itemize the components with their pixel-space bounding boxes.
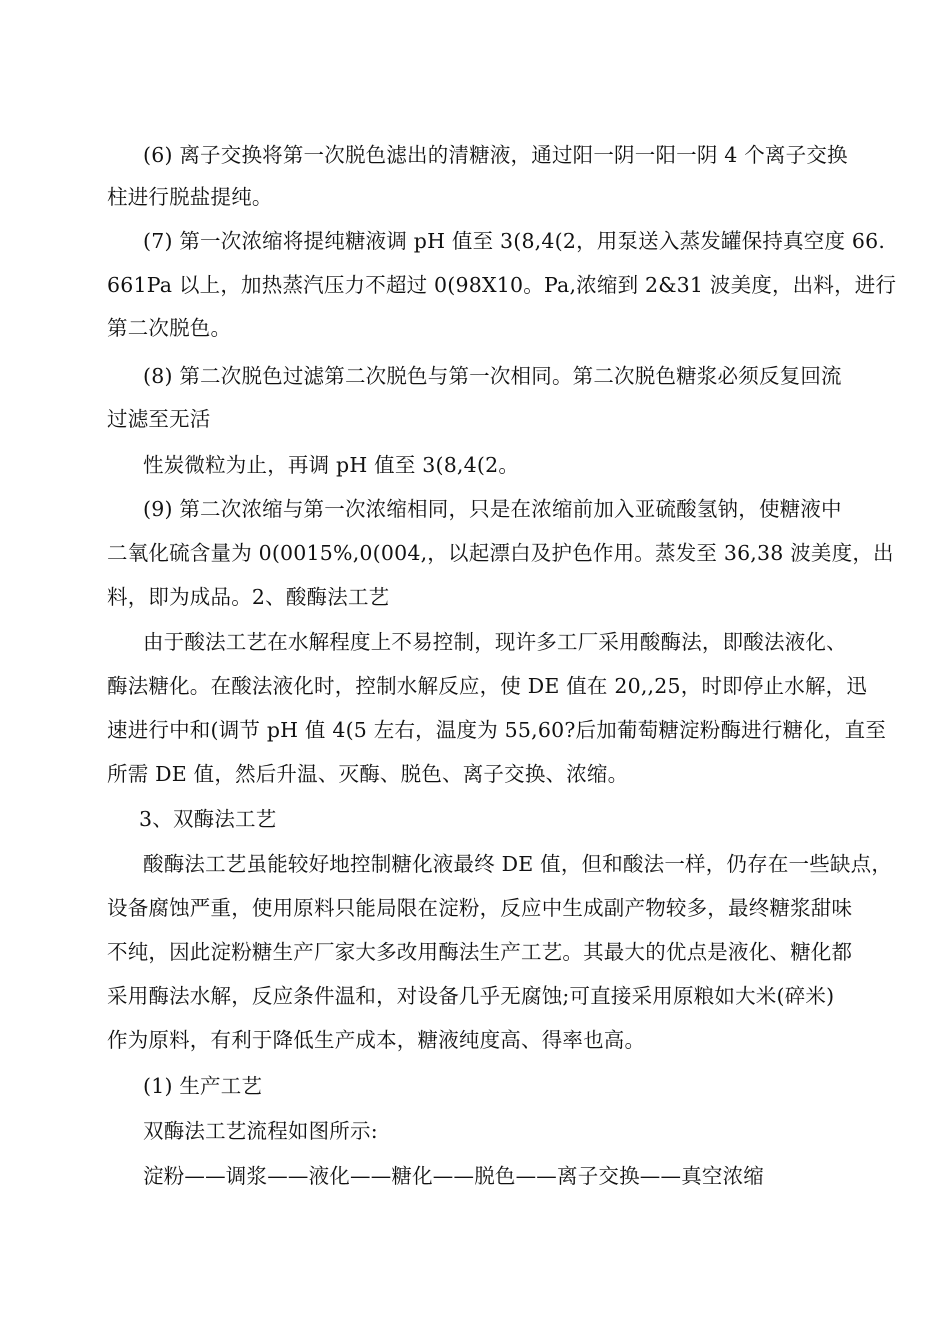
text-line: 不纯，因此淀粉糖生产厂家大多改用酶法生产工艺。其最大的优点是液化、糖化都 (107, 940, 853, 964)
text-line: 料，即为成品。2、酸酶法工艺 (107, 585, 390, 609)
text-line: (9) 第二次浓缩与第一次浓缩相同，只是在浓缩前加入亚硫酸氢钠，使糖液中 (143, 497, 842, 521)
text-line: (6) 离子交换将第一次脱色滤出的清糖液，通过阳一阴一阳一阴 4 个离子交换 (143, 143, 848, 167)
text-line: 双酶法工艺流程如图所示: (143, 1119, 378, 1143)
text-line: 作为原料，有利于降低生产成本，糖液纯度高、得率也高。 (107, 1028, 646, 1052)
subsection-heading: (1) 生产工艺 (143, 1074, 263, 1098)
text-line: 柱进行脱盐提纯。 (107, 185, 273, 209)
text-line: 速进行中和(调节 pH 值 4(5 左右，温度为 55,60?后加葡萄糖淀粉酶进行糖化，直至 (107, 718, 887, 742)
text-line: (8) 第二次脱色过滤第二次脱色与第一次相同。第二次脱色糖浆必须反复回流 (143, 364, 842, 388)
text-line: (7) 第一次浓缩将提纯糖液调 pH 值至 3(8,4(2，用泵送入蒸发罐保持真空度 66. (143, 229, 886, 253)
text-line: 过滤至无活 (107, 407, 211, 431)
text-line: 第二次脱色。 (107, 316, 232, 340)
text-line: 酶法糖化。在酸法液化时，控制水解反应，使 DE 值在 20,,25，时即停止水解，迅 (107, 674, 868, 698)
text-line: 性炭微粒为止，再调 pH 值至 3(8,4(2。 (143, 453, 520, 477)
text-line: 采用酶法水解，反应条件温和，对设备几乎无腐蚀;可直接采用原粮如大米(碎米) (107, 984, 835, 1008)
text-line: 661Pa 以上，加热蒸汽压力不超过 0(98X10。Pa,浓缩到 2&31 波美度，出料，进行 (107, 273, 897, 297)
text-line: 酸酶法工艺虽能较好地控制糖化液最终 DE 值，但和酸法一样，仍存在一些缺点， (143, 852, 893, 876)
section-heading: 3、双酶法工艺 (139, 807, 277, 831)
text-line: 二氧化硫含量为 0(0015%,0(004,，以起漂白及护色作用。蒸发至 36,38 波美度，出 (107, 541, 894, 565)
process-flow-line: 淀粉——调浆——液化——糖化——脱色——离子交换——真空浓缩 (143, 1164, 764, 1188)
text-line: 由于酸法工艺在水解程度上不易控制，现许多工厂采用酸酶法，即酸法液化、 (143, 630, 847, 654)
text-line: 所需 DE 值，然后升温、灭酶、脱色、离子交换、浓缩。 (107, 762, 629, 786)
text-line: 设备腐蚀严重，使用原料只能局限在淀粉，反应中生成副产物较多，最终糖浆甜味 (107, 896, 853, 920)
